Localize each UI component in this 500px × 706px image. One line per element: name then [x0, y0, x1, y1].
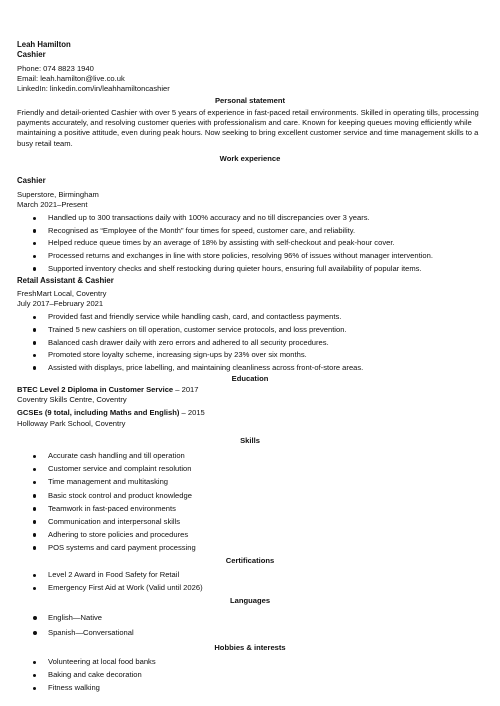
certifications-list: [17, 570, 483, 593]
list-item: Emergency First Aid at Work (Valid until 2026): [32, 583, 483, 593]
job-bullets: [17, 213, 483, 274]
education-school: Holloway Park School, Coventry: [17, 418, 126, 428]
list-item: Time management and multitasking: [32, 477, 483, 487]
hobbies-list: [17, 657, 483, 693]
job-company: FreshMart Local, Coventry: [17, 288, 107, 298]
list-item: Accurate cash handling and till operation: [32, 451, 483, 461]
education-year: – 2017: [173, 384, 199, 394]
languages-title: Languages: [229, 596, 271, 606]
work-experience-title: Work experience: [219, 153, 281, 163]
list-item: Adhering to store policies and procedures: [32, 530, 483, 540]
header: [17, 40, 483, 94]
list-item: Provided fast and friendly service while handling cash, card, and contactless payments.: [32, 312, 483, 322]
list-item: Balanced cash drawer daily with zero errors and adhered to all security procedures.: [32, 338, 483, 348]
job-title: Cashier: [17, 176, 46, 186]
list-item: Baking and cake decoration: [32, 670, 483, 680]
skills-title: Skills: [240, 435, 260, 445]
list-item: English—Native: [32, 613, 483, 623]
list-item: Customer service and complaint resolution: [32, 464, 483, 474]
list-item: Spanish—Conversational: [32, 628, 483, 638]
skills-list: [17, 451, 483, 553]
list-item: Fitness walking: [32, 683, 483, 693]
job-company: Superstore, Birmingham: [17, 189, 99, 199]
phone-line: Phone: 074 8823 1940: [17, 63, 94, 73]
email-line: Email: leah.hamilton@live.co.uk: [17, 73, 125, 83]
education-entry: [17, 408, 483, 429]
certifications-title: Certifications: [225, 555, 275, 565]
list-item: Supported inventory checks and shelf restocking during quieter hours, ensuring full availability of popular items.: [32, 264, 483, 274]
list-item: Trained 5 new cashiers on till operation, customer service protocols, and loss prevention.: [32, 325, 483, 335]
list-item: Volunteering at local food banks: [32, 657, 483, 667]
personal-statement-section: [17, 96, 483, 148]
list-item: Processed returns and exchanges in line with store policies, resolving 96% of issues without manager intervention.: [32, 251, 483, 261]
education-qualification: GCSEs (9 total, including Maths and English): [17, 408, 180, 418]
list-item: Handled up to 300 transactions daily with 100% accuracy and no till discrepancies over 3 years.: [32, 213, 483, 223]
personal-statement-title: Personal statement: [214, 96, 286, 106]
education-qualification: BTEC Level 2 Diploma in Customer Service: [17, 384, 174, 394]
candidate-name: Leah Hamilton: [17, 40, 71, 49]
list-item: Teamwork in fast-paced environments: [32, 504, 483, 514]
list-item: Recognised as “Employee of the Month” four times for speed, customer care, and reliability.: [32, 226, 483, 236]
education-school: Coventry Skills Centre, Coventry: [17, 395, 127, 405]
skills-section: [17, 436, 483, 553]
job-entry: [17, 176, 483, 274]
personal-statement-text: Friendly and detail-oriented Cashier with over 5 years of experience in fast-paced retail environments. Skilled in operating tills, processing payments accurately, and resolving customer queries with professionalism and care. Known for keeping queues moving efficiently while maintaining a positive attitude, even during peak hours. Now seeking to bring excellent customer service and time management skills to a busy retail team.: [17, 107, 479, 148]
education-section: [17, 374, 483, 428]
list-item: Communication and interpersonal skills: [32, 517, 483, 527]
job-dates: March 2021–Present: [17, 199, 88, 209]
list-item: Level 2 Award in Food Safety for Retail: [32, 570, 483, 580]
work-experience-section: [17, 154, 483, 373]
list-item: Assisted with displays, price labelling, and maintaining cleanliness across front-of-store areas.: [32, 363, 483, 373]
education-title: Education: [231, 374, 269, 384]
certifications-section: [17, 556, 483, 594]
list-item: POS systems and card payment processing: [32, 543, 483, 553]
list-item: Promoted store loyalty scheme, increasing sign-ups by 23% over six months.: [32, 350, 483, 360]
list-item: Helped reduce queue times by an average of 18% by assisting with self-checkout and peak-hour cover.: [32, 238, 483, 248]
languages-list: [17, 613, 483, 638]
list-item: Basic stock control and product knowledge: [32, 491, 483, 501]
education-year: – 2015: [179, 408, 205, 418]
languages-section: [17, 596, 483, 638]
hobbies-title: Hobbies & interests: [214, 642, 286, 652]
education-entry: [17, 385, 483, 406]
job-title: Retail Assistant & Cashier: [17, 276, 114, 286]
hobbies-section: [17, 643, 483, 694]
job-bullets: [17, 312, 483, 373]
job-dates: July 2017–February 2021: [17, 298, 104, 308]
linkedin-line: LinkedIn: linkedin.com/in/leahhamiltoncashier: [17, 84, 170, 94]
candidate-role: Cashier: [17, 50, 46, 60]
job-entry: [17, 276, 483, 373]
